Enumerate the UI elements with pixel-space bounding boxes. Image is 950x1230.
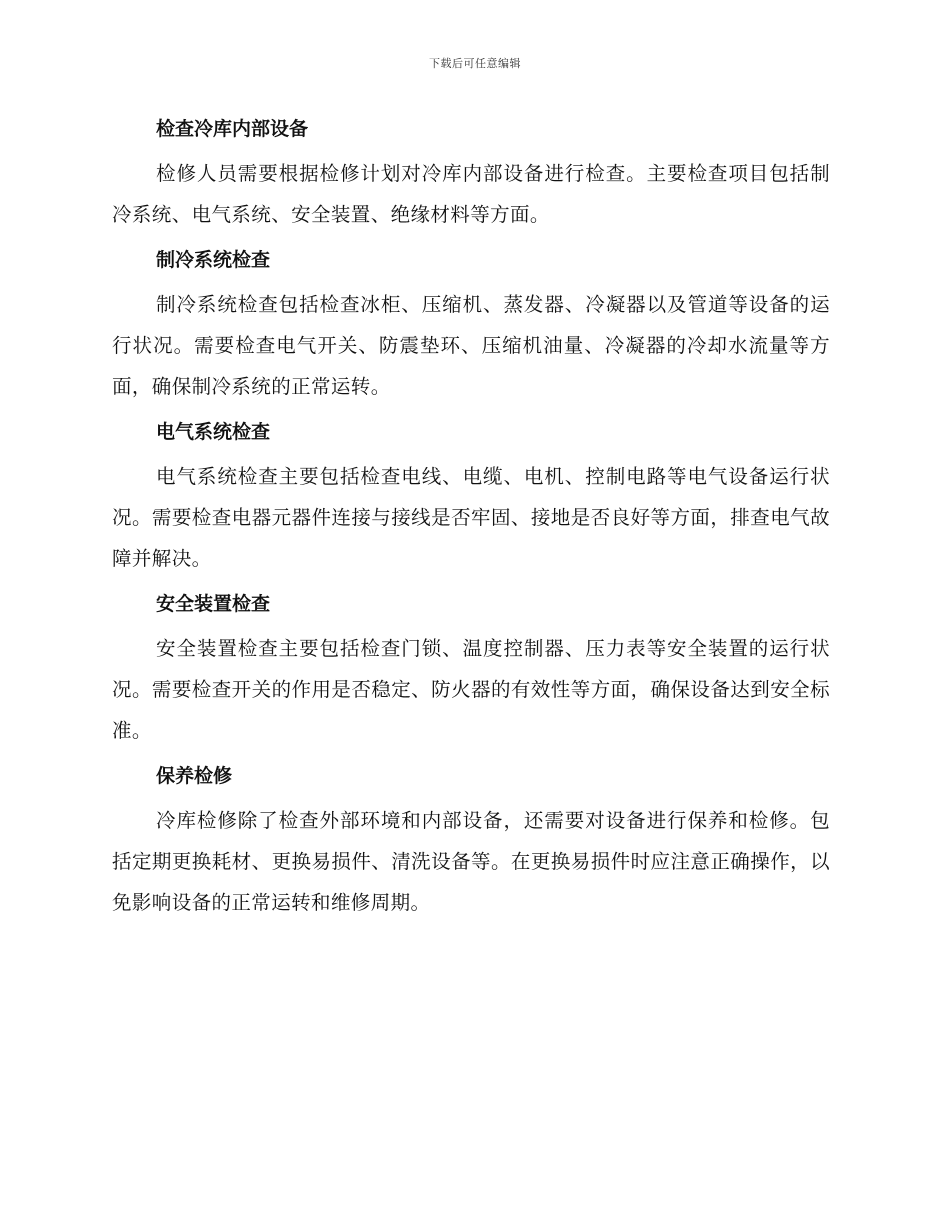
section-refrigeration-system: [112, 248, 830, 407]
section-paragraph: 冷库检修除了检查外部环境和内部设备，还需要对设备进行保养和检修。包括定期更换耗材、更换易损件、清洗设备等。在更换易损件时应注意正确操作，以免影响设备的正常运转和维修周期。: [112, 809, 830, 914]
section-electrical-system: [112, 420, 830, 579]
section-safety-devices: [112, 592, 830, 751]
section-paragraph: 电气系统检查主要包括检查电线、电缆、电机、控制电路等电气设备运行状况。需要检查电器元器件连接与接线是否牢固、接地是否良好等方面，排查电气故障并解决。: [112, 465, 830, 570]
page-header: 下载后可任意编辑: [429, 57, 521, 70]
document-body: [112, 110, 830, 936]
section-inner-equipment: [112, 117, 830, 235]
section-heading: 制冷系统检查: [156, 249, 271, 271]
section-paragraph: 安全装置检查主要包括检查门锁、温度控制器、压力表等安全装置的运行状况。需要检查开关的作用是否稳定、防火器的有效性等方面，确保设备达到安全标准。: [112, 637, 830, 742]
section-paragraph: 制冷系统检查包括检查冰柜、压缩机、蒸发器、冷凝器以及管道等设备的运行状况。需要检查电气开关、防震垫环、压缩机油量、冷凝器的冷却水流量等方面，确保制冷系统的正常运转。: [112, 293, 830, 398]
section-heading: 电气系统检查: [156, 421, 271, 443]
section-paragraph: 检修人员需要根据检修计划对冷库内部设备进行检查。主要检查项目包括制冷系统、电气系统、安全装置、绝缘材料等方面。: [112, 162, 830, 226]
section-heading: 检查冷库内部设备: [156, 118, 309, 140]
section-heading: 安全装置检查: [156, 593, 271, 615]
section-maintenance: [112, 764, 830, 923]
section-heading: 保养检修: [156, 765, 233, 787]
